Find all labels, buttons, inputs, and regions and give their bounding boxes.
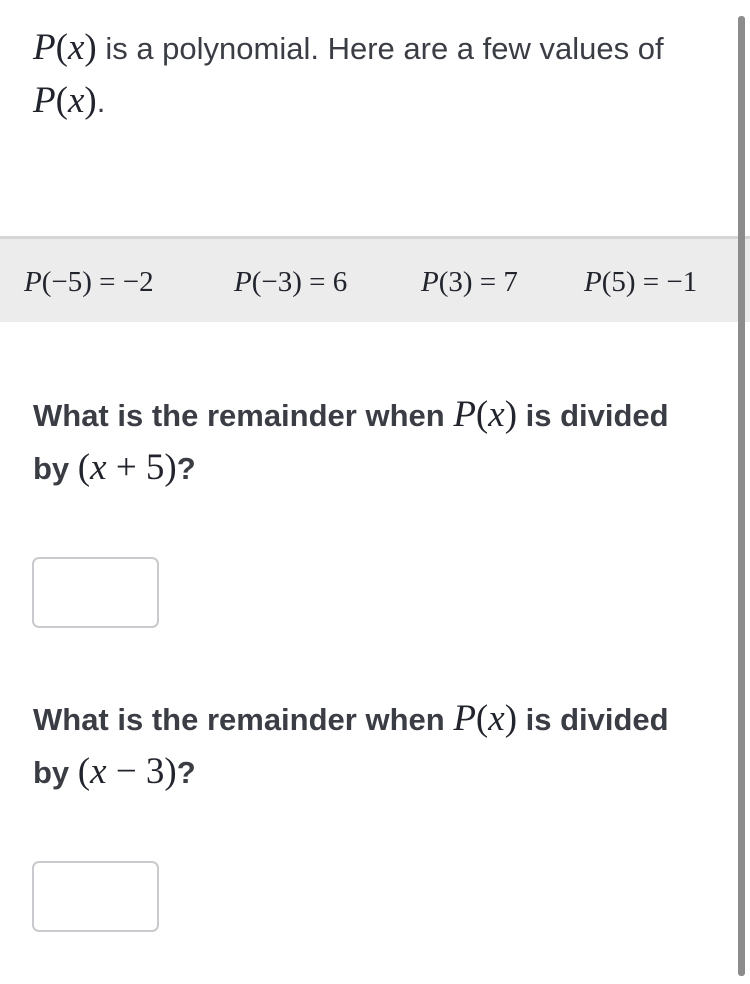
value-item: P(5) = −1 xyxy=(584,266,698,298)
intro-period: . xyxy=(96,84,106,119)
value-item: P(−5) = −2 xyxy=(24,266,154,298)
question-text: What is the remainder when xyxy=(33,702,454,737)
math-p-of-x: P(x) xyxy=(453,698,518,739)
answer-input-1[interactable] xyxy=(32,557,159,628)
values-band xyxy=(0,236,750,322)
question-text: is divided by xyxy=(33,398,669,486)
math-p-of-x: P(x) xyxy=(33,27,97,68)
math-p-of-x: P(x) xyxy=(453,394,518,435)
value-item: P(3) = 7 xyxy=(421,266,518,298)
value-item: P(−3) = 6 xyxy=(234,266,348,298)
question-text: What is the remainder when xyxy=(33,398,454,433)
scrollbar[interactable] xyxy=(738,16,745,976)
math-divisor: (x + 5) xyxy=(77,447,177,488)
question-mark: ? xyxy=(176,451,196,486)
question-text: is divided by xyxy=(33,702,669,790)
question-1 xyxy=(33,389,713,495)
problem-intro xyxy=(33,22,713,128)
question-2 xyxy=(33,693,713,799)
intro-text: is a polynomial. Here are a few values of xyxy=(96,31,664,66)
answer-input-2[interactable] xyxy=(32,861,159,932)
question-mark: ? xyxy=(176,755,196,790)
math-divisor: (x − 3) xyxy=(77,751,177,792)
math-p-of-x: P(x) xyxy=(33,80,97,121)
